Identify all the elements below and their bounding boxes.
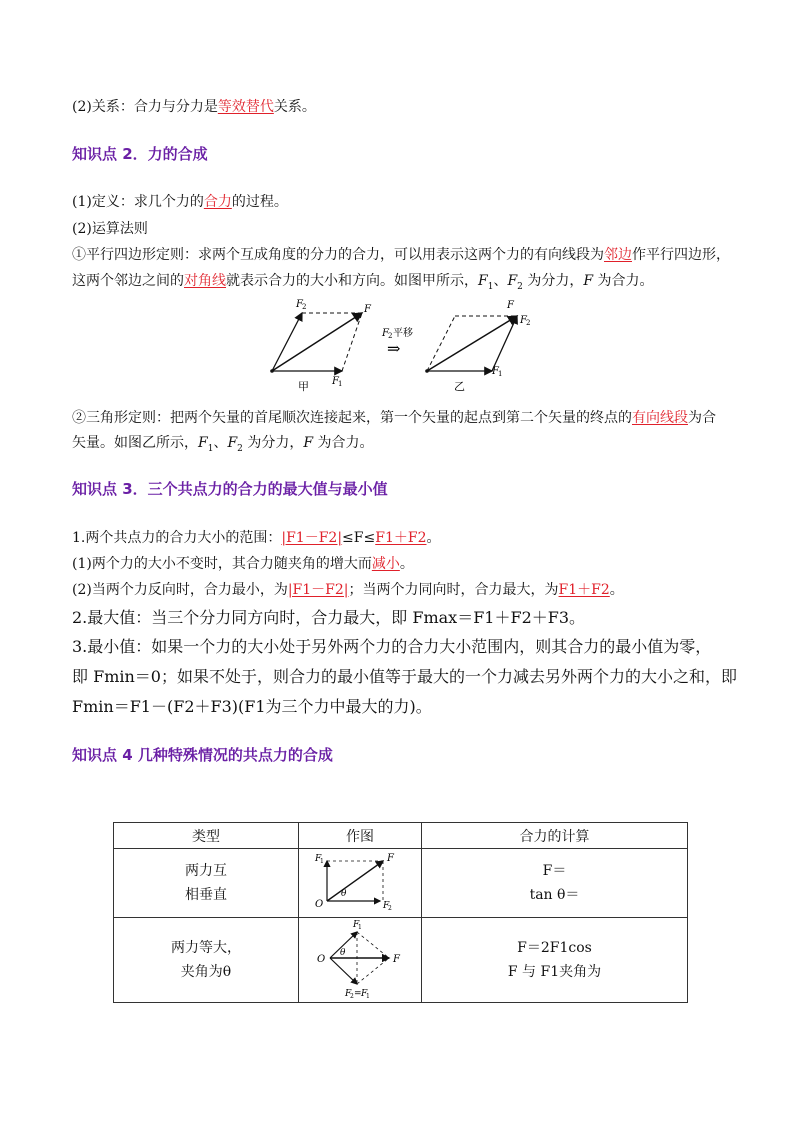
text: 。 (609, 582, 624, 598)
svg-text:2: 2 (388, 905, 392, 912)
text: 。 (426, 530, 441, 546)
highlight-text: 邻边 (604, 247, 632, 263)
text: 这两个邻边之间的 (72, 273, 184, 289)
symbol: F (478, 273, 488, 289)
svg-text:1: 1 (320, 858, 324, 865)
equal-forces-figure (305, 918, 415, 998)
subscript: 2 (517, 281, 523, 292)
calculation-cell (422, 918, 688, 1003)
text: 。 (399, 556, 414, 572)
svg-text:F: F (353, 920, 360, 930)
svg-text:=: = (354, 989, 362, 998)
subscript: 1 (487, 281, 494, 292)
triangle-rule-line-2 (72, 432, 374, 454)
svg-text:1: 1 (498, 370, 503, 378)
special-cases-table (113, 822, 688, 1003)
text: 就表示合力的大小和方向。如图甲所示， (226, 273, 478, 289)
cell-text: F 与 F1夹角为 (507, 964, 602, 980)
figure-label-yi: 乙 (454, 380, 465, 393)
svg-text:θ: θ (341, 889, 347, 899)
header-figure: 作图 (299, 823, 422, 849)
text: (2)当两个力反向时，合力最小，为 (72, 582, 288, 598)
section-4-heading: 知识点 4 几种特殊情况的共点力的合成 (72, 746, 333, 764)
text: 、 (493, 273, 508, 289)
highlight-text: 对角线 (184, 273, 226, 289)
text: 。 (569, 608, 586, 627)
text: 2.最大值：当三个分力同方向时，合力最大，即 (72, 608, 413, 627)
text: 为合力。 (313, 435, 374, 451)
section-2-heading: 知识点 2．力的合成 (72, 145, 208, 163)
parallelogram-rule-line-1 (72, 244, 730, 264)
perpendicular-forces-figure (305, 849, 415, 913)
text: 为合力。 (593, 273, 654, 289)
translate-arrow-icon: ⇒ (387, 339, 401, 358)
symbol: F (303, 435, 314, 451)
svg-text:F: F (364, 304, 371, 315)
svg-text:1: 1 (358, 924, 362, 931)
svg-text:2: 2 (388, 332, 393, 340)
table-header-row (114, 823, 688, 849)
cell-text: 夹角为θ (180, 964, 232, 980)
cell-text: F＝ (542, 863, 567, 879)
section-3-heading: 知识点 3．三个共点力的合力的最大值与最小值 (72, 480, 388, 498)
svg-text:F: F (520, 315, 527, 326)
triangle-diagram (425, 300, 530, 378)
svg-text:F: F (332, 376, 339, 387)
highlight-text: 合力 (203, 194, 232, 210)
highlight-text: |F1－F2| (287, 582, 349, 598)
table-row (114, 849, 688, 918)
svg-text:O: O (315, 899, 324, 910)
subscript: 1 (207, 443, 214, 454)
highlight-text: 有向线段 (632, 410, 688, 426)
table-row (114, 918, 688, 1003)
symbol: F (198, 435, 208, 451)
min-value-line-2: 即 Fmin＝0；如果不处于，则合力的最小值等于最大的一个力减去另外两个力的大小之和，即 (72, 667, 737, 686)
symbol: F (583, 273, 594, 289)
text: 1.两个共点力的合力大小的范围： (72, 530, 282, 546)
range-line (72, 527, 440, 547)
text: 为分力， (522, 273, 584, 289)
cell-text: 相垂直 (185, 887, 227, 903)
angle-line (72, 553, 414, 573)
svg-text:O: O (317, 954, 326, 965)
svg-text:1: 1 (366, 993, 370, 998)
symbol: F (227, 435, 238, 451)
highlight-text: F1＋F2 (375, 530, 427, 546)
subscript: 2 (237, 443, 243, 454)
svg-text:F: F (383, 901, 390, 911)
calculation-cell (422, 849, 688, 918)
text: ②三角形定则：把两个矢量的首尾顺次连接起来，第一个矢量的起点到第二个矢量的终点的 (72, 410, 632, 426)
type-cell (114, 849, 299, 918)
text: ①平行四边形定则：求两个互成角度的分力的合力，可以用表示这两个力的有向线段为 (72, 247, 604, 263)
type-cell (114, 918, 299, 1003)
definition-line (72, 191, 288, 211)
svg-text:F: F (492, 366, 499, 377)
force-composition-figure (262, 296, 552, 396)
svg-text:F: F (296, 299, 303, 310)
text: 矢量。如图乙所示， (72, 435, 198, 451)
text: 的过程。 (231, 194, 288, 210)
text: (1)两个力的大小不变时，其合力随夹角的增大而 (72, 556, 372, 572)
parallelogram-diagram (270, 299, 372, 388)
min-value-line-1: 3.最小值：如果一个力的大小处于另外两个力的合力大小范围内，则其合力的最小值为零， (72, 637, 712, 656)
text: 、 (213, 435, 228, 451)
symbol: F (507, 273, 518, 289)
figure-label-jia: 甲 (298, 380, 309, 393)
cell-text: tan θ＝ (529, 887, 580, 903)
svg-text:2: 2 (350, 993, 354, 998)
text: ；当两个力同向时，合力最大，为 (348, 582, 559, 598)
text: 为分力， (242, 435, 304, 451)
figure-cell (299, 849, 422, 918)
svg-text:F: F (345, 989, 352, 998)
svg-text:2: 2 (302, 303, 307, 311)
cell-text: F＝2F1cos (517, 940, 592, 956)
formula: Fmax＝F1＋F2＋F3 (412, 608, 570, 627)
svg-text:F: F (382, 328, 389, 339)
svg-text:F: F (315, 854, 322, 864)
text: 作平行四边形， (632, 247, 730, 263)
header-calculation: 合力的计算 (422, 823, 688, 849)
svg-text:F: F (507, 300, 514, 311)
text: (1)定义：求几个力的 (72, 194, 204, 210)
cell-text: 两力互 (185, 863, 227, 879)
svg-text:θ: θ (340, 948, 346, 958)
min-value-line-3: Fmin＝F1－(F2＋F3)(F1为三个力中最大的力)。 (72, 697, 432, 716)
figure-cell (299, 918, 422, 1003)
highlight-text: 减小 (371, 556, 400, 572)
svg-text:F: F (393, 954, 400, 965)
text: 为合 (688, 410, 716, 426)
triangle-rule-line-1 (72, 407, 716, 427)
svg-text:F: F (361, 989, 368, 998)
header-type: 类型 (114, 823, 299, 849)
direction-line (72, 579, 624, 599)
highlight-text: |F1－F2| (281, 530, 343, 546)
text: 关系。 (273, 99, 316, 115)
svg-text:1: 1 (338, 380, 343, 388)
translate-label: 平移 (393, 328, 413, 339)
highlight-text: F1＋F2 (558, 582, 610, 598)
rule-title: (2)运算法则 (72, 221, 148, 237)
text: (2)关系：合力与分力是 (72, 99, 218, 115)
max-value-line (72, 605, 585, 628)
cell-text: 两力等大， (171, 940, 241, 956)
text: ≤F≤ (342, 530, 376, 546)
parallelogram-rule-line-2 (72, 270, 654, 292)
highlight-text: 等效替代 (217, 99, 274, 115)
svg-text:F: F (387, 853, 394, 864)
relation-line (72, 96, 316, 116)
svg-text:2: 2 (526, 319, 531, 327)
